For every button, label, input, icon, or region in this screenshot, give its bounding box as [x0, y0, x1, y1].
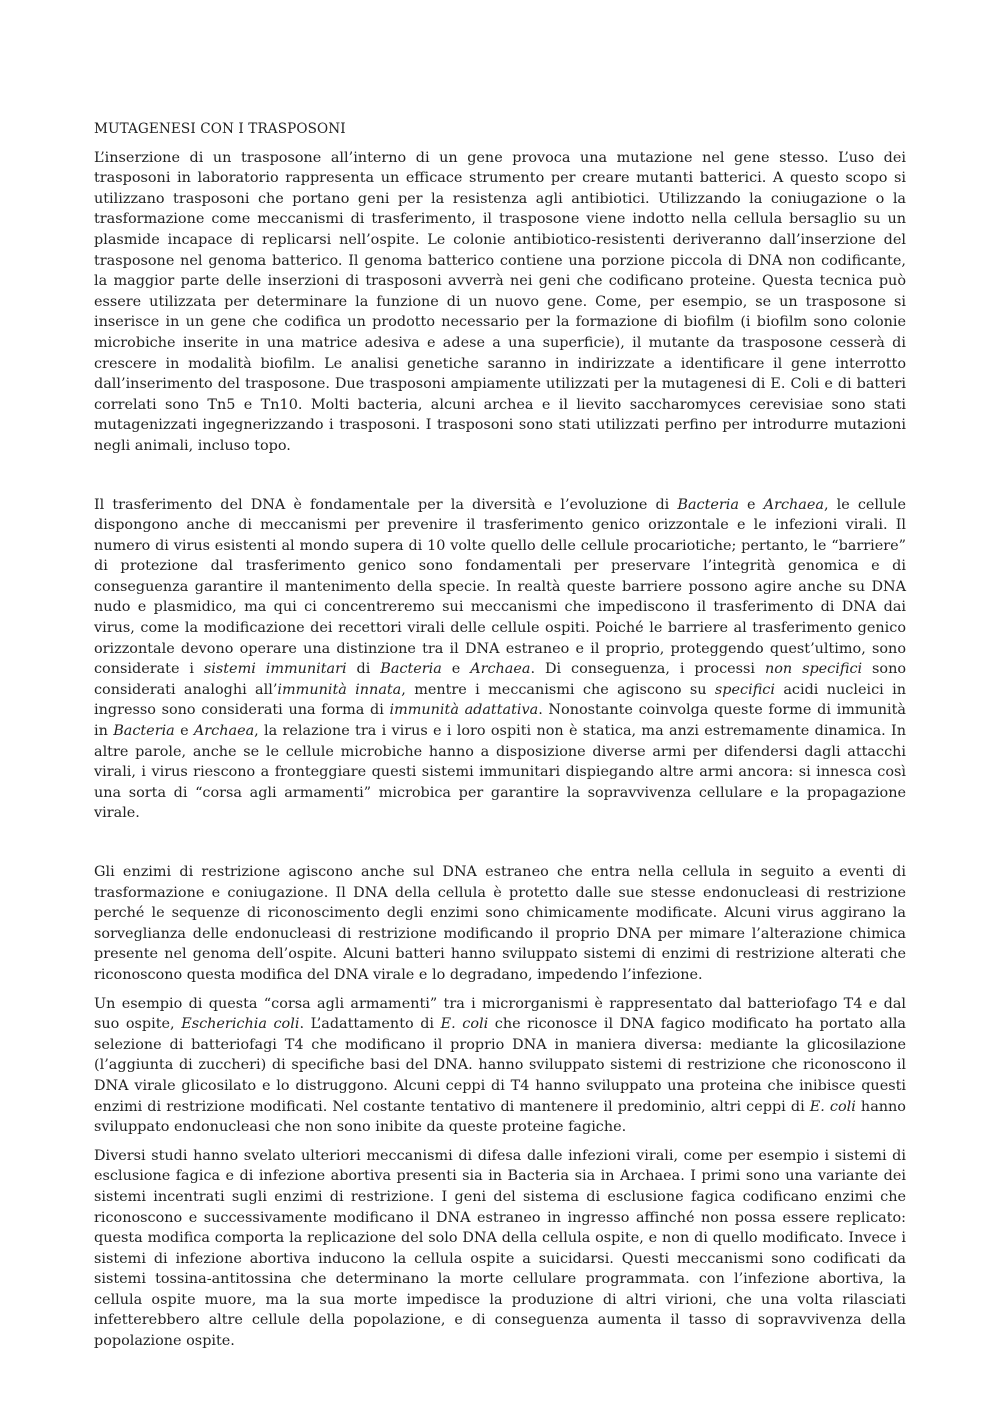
- italic-term: Bacteria: [677, 496, 739, 513]
- text-run: che riconosce il DNA fagico modificato ha portato alla selezione di batteriofagi T4 che modificano il proprio DNA in maniera diversa: mediante la glicosilazione (l’aggiunta di zuccheri) di specifiche basi del DNA. hanno sviluppato sistemi di restrizione che riconoscono il DNA virale glicosilato e lo distruggono. Alcuni ceppi di T4 hanno sviluppato una proteina che inibisce questi enzimi di restrizione modificati. Nel costante tentativo di mantenere il predominio, altri ceppi di: [94, 1016, 907, 1115]
- italic-term: Bacteria: [113, 723, 175, 740]
- text-run: sono considerati analoghi all’: [94, 661, 907, 698]
- italic-term: Archaea: [763, 496, 824, 513]
- text-run: . Di conseguenza, i processi: [530, 661, 765, 678]
- paragraph-defense-mechanisms: Diversi studi hanno svelato ulteriori meccanismi di difesa dalle infezioni virali, come per esempio i sistemi di esclusione fagica e di infezione abortiva presenti sia in Bacteria sia in Archaea. I primi sono una variante dei sistemi incentrati sugli enzimi di restrizione. I geni del sistema di esclusione fagica codificano enzimi che riconoscono e successivamente modificano il DNA estraneo in ingresso affinché non possa essere replicato: questa modifica comporta la replicazione del solo DNA della cellula ospite, e non di quello modificato. Invece i sistemi di infezione abortiva inducono la cellula ospite a suicidarsi. Questi meccanismi sono codificati da sistemi tossina-antitossina che determinano la morte cellulare programmata. con l’infezione abortiva, la cellula ospite muore, ma la sua morte impedisce la produzione di altri virioni, che una volta rilasciati infetterebbero altre cellule della popolazione, e di conseguenza aumenta il tasso di sopravvivenza della popolazione ospite.: [94, 1147, 906, 1350]
- text-run: , le cellule dispongono anche di meccanismi per prevenire il trasferimento genico orizzontale e le infezioni virali. Il numero di virus esistenti al mondo supera di 10 volte quello delle cellule procariotiche; pertanto, le “barriere” di protezione dal trasferimento genico sono fondamentali per preservare l’integrità genomica e di conseguenza garantire il mantenimento della specie. In realtà queste barriere possono agire anche su DNA nudo e plasmidico, ma qui ci concentreremo sui meccanismi che impediscono il trasferimento di DNA dai virus, come la modificazione dei recettori virali delle cellule ospiti. Poiché le barriere al trasferimento genico orizzontale devono operare una distinzione tra il DNA estraneo e il proprio, proteggendo quest’ultimo, sono considerate i: [94, 496, 907, 678]
- italic-term: non specifici: [764, 661, 863, 678]
- text-run: . L’adattamento di: [299, 1016, 441, 1033]
- text-run: e: [738, 496, 764, 513]
- italic-term: E. coli: [809, 1098, 856, 1115]
- paragraph-restriction-enzymes: Gli enzimi di restrizione agiscono anche sul DNA estraneo che entra nella cellula in seguito a eventi di trasformazione e coniugazione. Il DNA della cellula è protetto dalle sue stesse endonucleasi di restrizione perché le sequenze di riconoscimento degli enzimi sono chimicamente modificate. Alcuni virus aggirano la sorveglianza delle endonucleasi di restrizione modificando il proprio DNA per mimare l’alterazione chimica presente nel genoma dell’ospite. Alcuni batteri hanno sviluppato sistemi di enzimi di restrizione alterati che riconoscono questa modifica del DNA virale e lo degradano, impedendo l’infezione.: [94, 864, 906, 983]
- italic-term: Archaea: [470, 661, 531, 678]
- text-run: Il trasferimento del DNA è fondamentale per la diversità e l’evoluzione di: [94, 496, 678, 513]
- text-run: acidi nucleici in ingresso sono considerati una forma di: [94, 681, 906, 719]
- paragraph-arms-race-example: [94, 994, 906, 1138]
- text-run: hanno sviluppato endonucleasi che non sono inibite da queste proteine fagiche.: [94, 1098, 906, 1136]
- italic-term: sistemi immunitari: [203, 661, 347, 678]
- italic-term: E. coli: [440, 1016, 489, 1033]
- italic-term: Archaea: [193, 723, 255, 740]
- text-run: e: [174, 723, 194, 740]
- text-run: . Nonostante coinvolga queste forme di immunità in: [94, 702, 906, 740]
- text-run: , la relazione tra i virus e i loro ospiti non è statica, ma anzi estremamente dinamica. In altre parole, anche se le cellule microbiche hanno a disposizione diverse armi per difendersi dagli attacchi virali, i virus riescono a fronteggiare questi sistemi immunitari dispiegando altre armi ancora: si innesca così una sorta di “corsa agli armamenti” microbica per garantire la sopravvivenza cellulare e la propagazione virale.: [94, 723, 906, 822]
- paragraph-spacer: [94, 832, 906, 862]
- italic-term: immunità innata: [277, 681, 402, 698]
- document-page: [94, 119, 906, 1360]
- paragraph-dna-transfer-barriers: [94, 495, 906, 825]
- italic-term: specifici: [714, 681, 775, 698]
- paragraph-spacer: [94, 465, 906, 495]
- text-run: , mentre i meccanismi che agiscono su: [401, 681, 715, 698]
- text-run: di: [346, 661, 381, 678]
- italic-term: Escherichia coli: [181, 1016, 300, 1033]
- text-run: e: [441, 661, 471, 678]
- section-heading: MUTAGENESI CON I TRASPOSONI: [94, 121, 346, 137]
- text-run: Un esempio di questa “corsa agli armamenti” tra i microrganismi è rappresentato dal batteriofago T4 e dal suo ospite,: [94, 995, 906, 1033]
- italic-term: Bacteria: [380, 661, 442, 678]
- italic-term: immunità adattativa: [389, 702, 539, 719]
- paragraph-transposon-mutagenesis: L’inserzione di un trasposone all’interno di un gene provoca una mutazione nel gene stesso. L’uso dei trasposoni in laboratorio rappresenta un efficace strumento per creare mutanti batterici. A questo scopo si utilizzano trasposoni che portano geni per la resistenza agli antibiotici. Utilizzando la coniugazione o la trasformazione come meccanismi di trasferimento, il trasposone viene indotto nella cellula bersaglio su un plasmide incapace di replicarsi nell’ospite. Le colonie antibiotico-resistenti deriveranno dall’inserzione del trasposone nel genoma batterico. Il genoma batterico contiene una porzione piccola di DNA non codificante, la maggior parte delle inserzioni di trasposoni avverrà nei geni che codificano proteine. Questa tecnica può essere utilizzata per determinare la funzione di un nuovo gene. Come, per esempio, se un trasposone si inserisce in un gene che codifica un prodotto necessario per la formazione di biofilm (i biofilm sono colonie microbiche inserite in una matrice adesiva e adese a una superficie), il mutante da trasposone cesserà di crescere in modalità biofilm. Le analisi genetiche saranno in indirizzate a identificare il gene interrotto dall’inserimento del trasposone. Due trasposoni ampiamente utilizzati per la mutagenesi di E. Coli e di batteri correlati sono Tn5 e Tn10. Molti bacteria, alcuni archea e il lievito saccharomyces cerevisiae sono stati mutagenizzati ingegnerizzando i trasposoni. I trasposoni sono stati utilizzati perfino per introdurre mutazioni negli animali, incluso topo.: [94, 149, 906, 454]
